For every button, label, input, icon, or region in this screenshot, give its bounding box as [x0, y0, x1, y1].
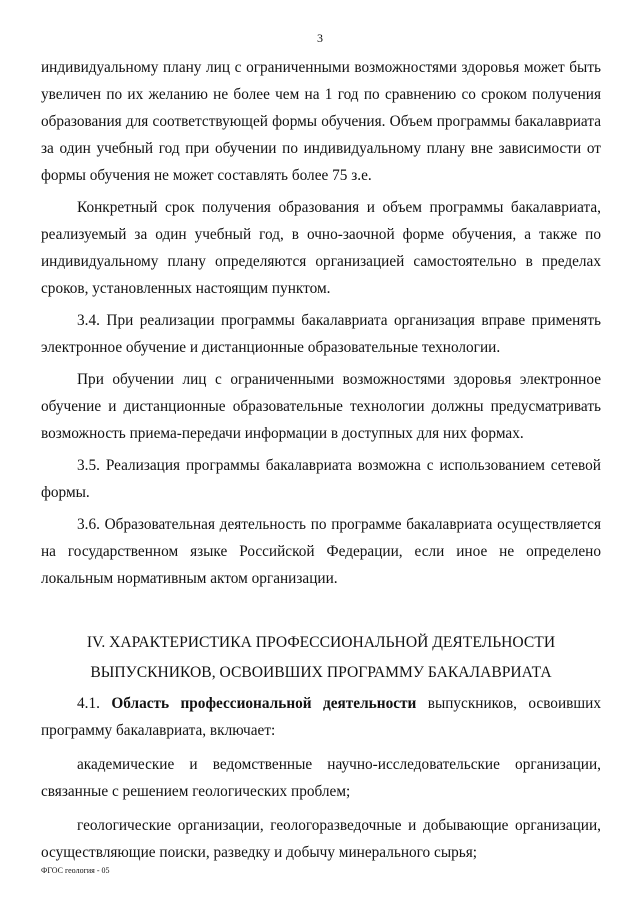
list-item: геологические организации, геологоразведочные и добывающие организации, осуществляющие поиски, разведку и добычу минерального сырья; — [41, 817, 601, 861]
paragraph-3-4: 3.4. При реализации программы бакалавриата организация вправе применять электронное обучение и дистанционные образовательные технологии. — [41, 312, 601, 356]
paragraph-3-4-continued: При обучении лиц с ограниченными возможностями здоровья электронное обучение и дистанционные образовательные технологии должны предусматривать возможность приема-передачи информации в доступных для них формах. — [41, 371, 601, 442]
clause-4-1-rest: выпускников, освоивших программу бакалавриата, включает: — [41, 695, 601, 739]
paragraph-3-6: 3.6. Образовательная деятельность по программе бакалавриата осуществляется на государственном языке Российской Федерации, если иное не определено локальным нормативным актом организации. — [41, 516, 601, 587]
section-heading-line-1: IV. ХАРАКТЕРИСТИКА ПРОФЕССИОНАЛЬНОЙ ДЕЯТЕЛЬНОСТИ — [86, 634, 556, 651]
paragraph-2: Конкретный срок получения образования и объем программы бакалавриата, реализуемый за один учебный год, в очно-заочной форме обучения, а также по индивидуальному плану определяются организацией самостоятельно в пределах сроков, установленных настоящим пунктом. — [41, 199, 601, 297]
section-heading — [41, 628, 601, 688]
document-body — [41, 54, 601, 866]
list-item: академические и ведомственные научно-исследовательские организации, связанные с решением геологических проблем; — [41, 756, 601, 800]
paragraph-1: индивидуальному плану лиц с ограниченными возможностями здоровья может быть увеличен по их желанию не более чем на 1 год по сравнению со сроком получения образования для соответствующей формы обучения. Объем программы бакалавриата за один учебный год при обучении по индивидуальному плану вне зависимости от формы обучения не может составлять более 75 з.е. — [41, 59, 601, 184]
page-number: 3 — [317, 31, 323, 45]
clause-4-1-number: 4.1. — [77, 695, 100, 712]
paragraph-3-5: 3.5. Реализация программы бакалавриата возможна с использованием сетевой формы. — [41, 457, 601, 501]
footer-label: ФГОС геология - 05 — [41, 866, 110, 875]
clause-4-1-bold-phrase: Область профессиональной деятельности — [111, 695, 417, 712]
clause-4-1 — [41, 690, 601, 744]
section-heading-line-2: ВЫПУСКНИКОВ, ОСВОИВШИХ ПРОГРАММУ БАКАЛАВРИАТА — [90, 664, 552, 681]
